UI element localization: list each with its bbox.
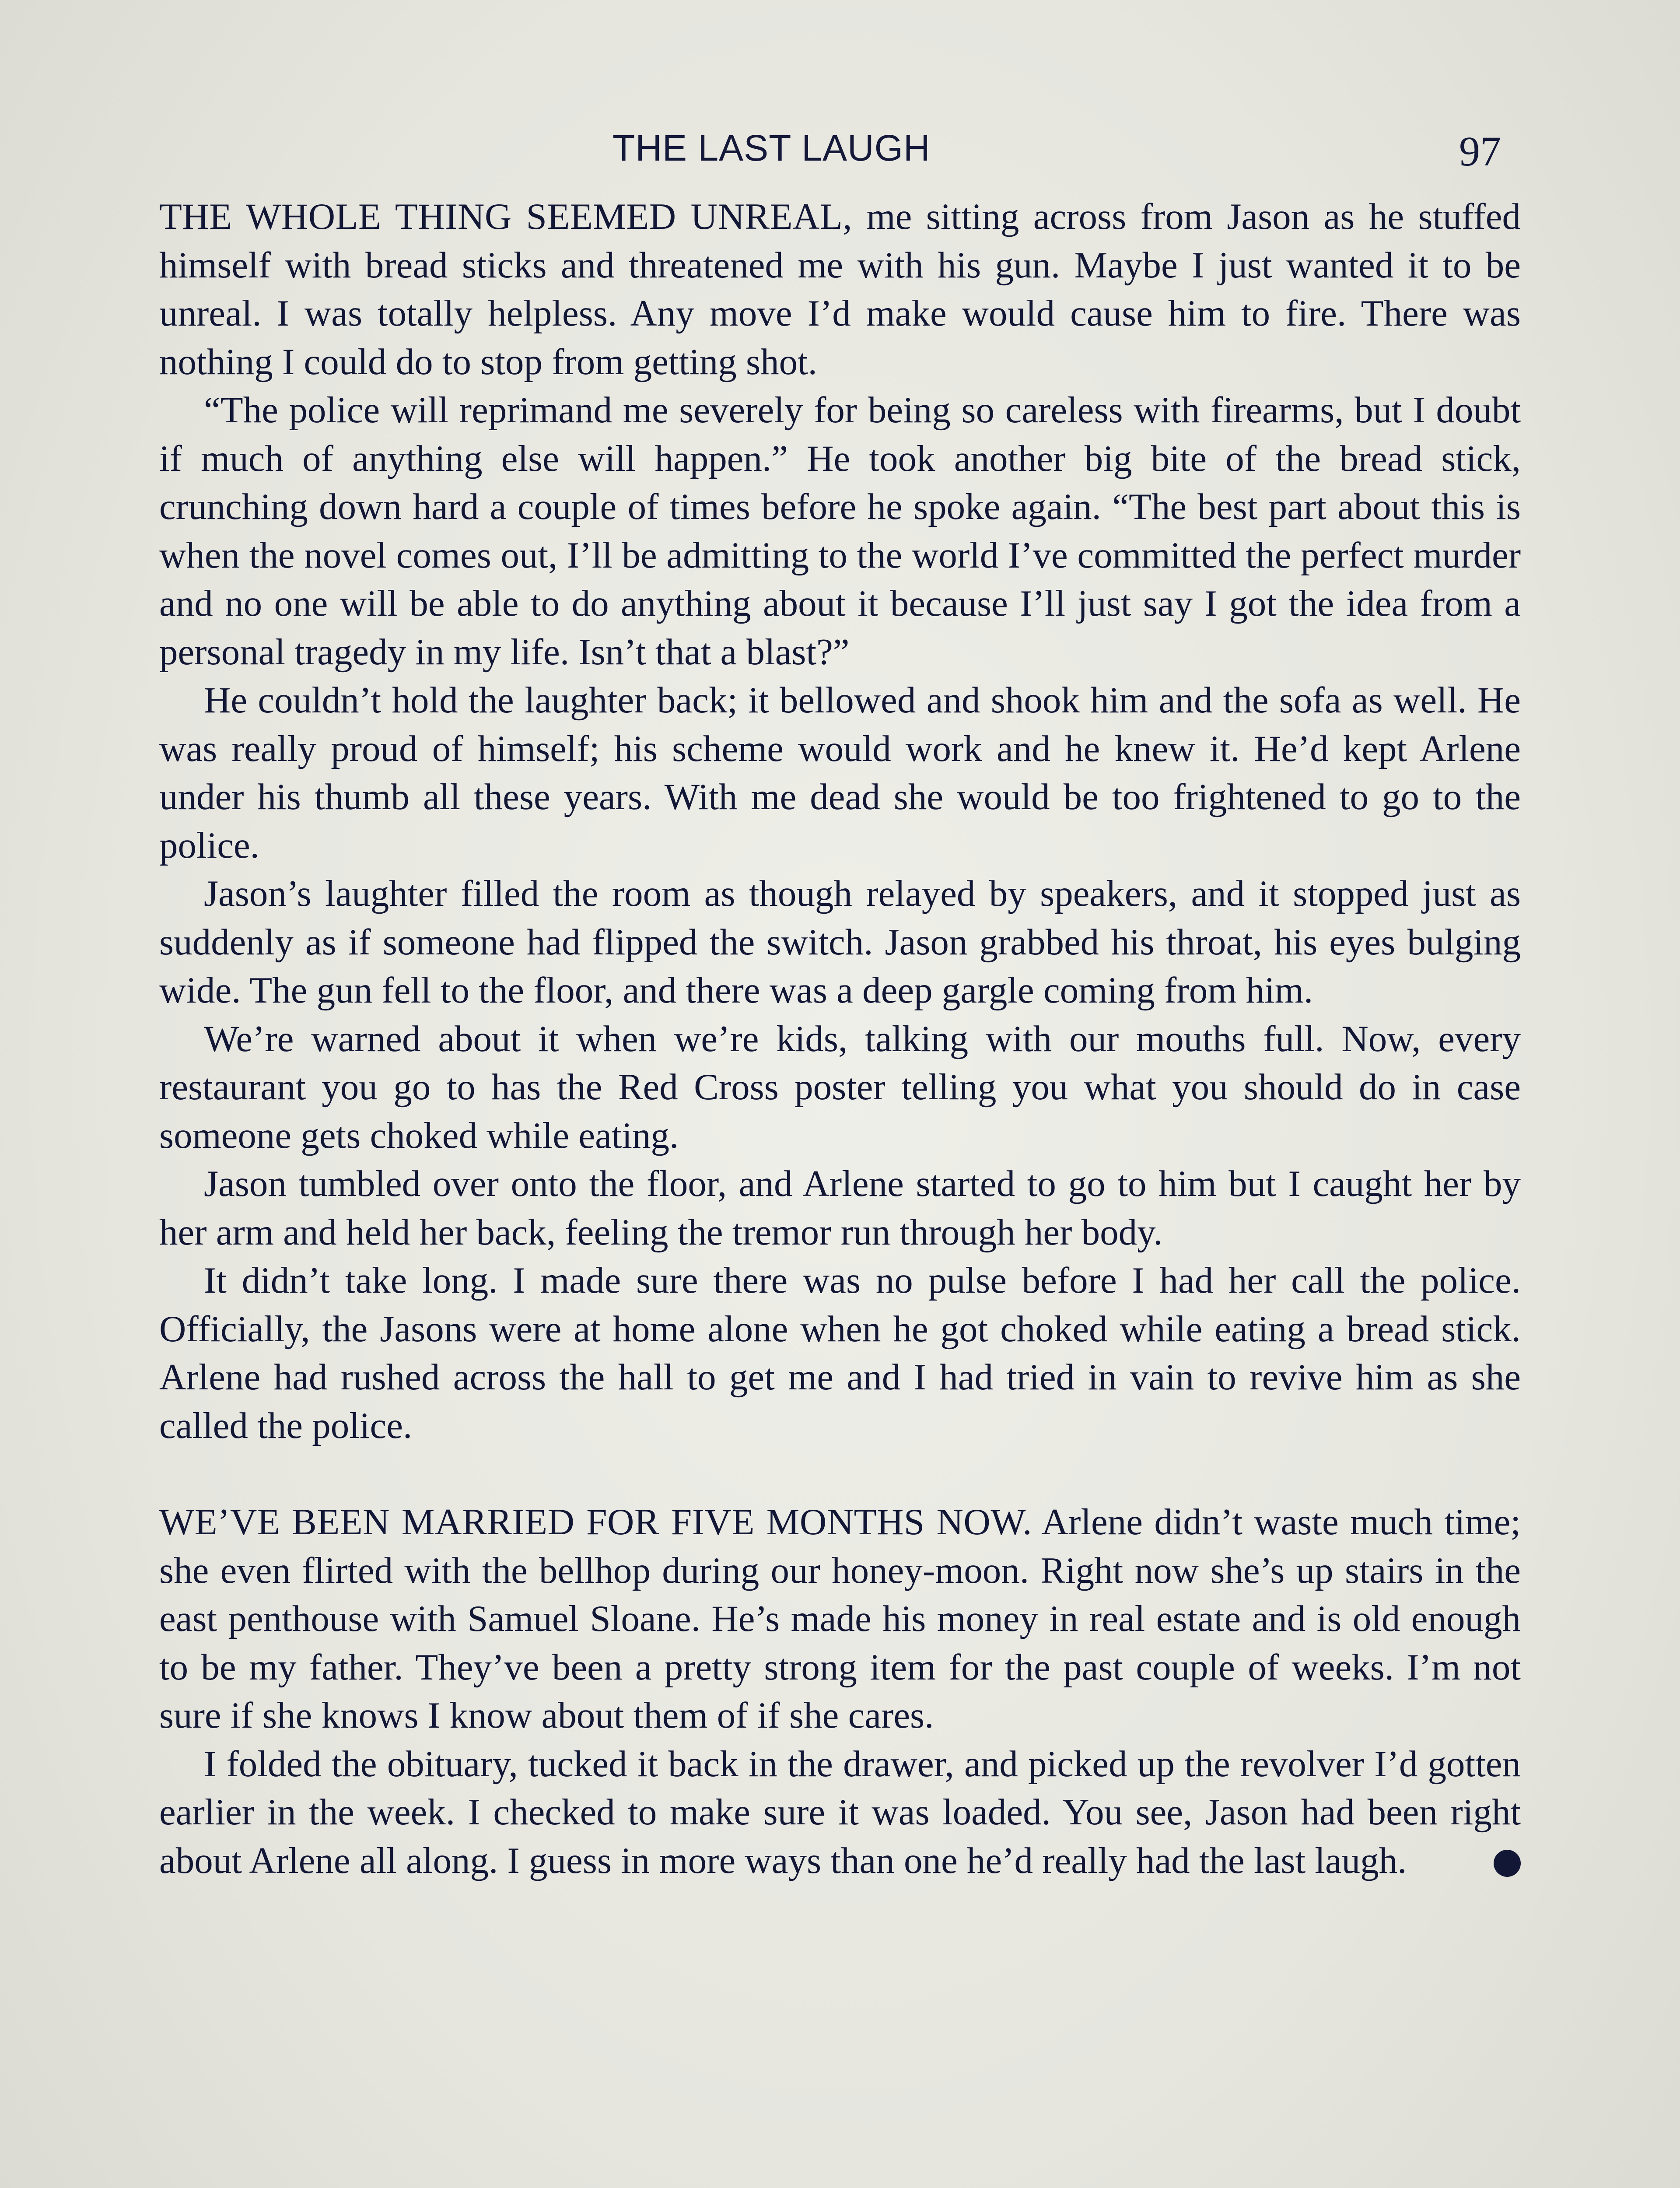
- running-title: THE LAST LAUGH: [612, 127, 931, 168]
- section-1-opening-text: me sitting across from Jason as he stuffed himself with bread sticks and threatened me with his gun. Maybe I just wanted it to be unreal. I was totally helpless. Any move I’d make would cause him to fire. There was nothing I could do to stop from getting shot.: [159, 196, 1521, 382]
- paragraph: We’re warned about it when we’re kids, talking with our mouths full. Now, every restaurant you go to has the Red Cross poster telling you what you should do in case someone gets choked while eating.: [159, 1018, 1521, 1156]
- page-header: [0, 127, 1680, 179]
- page-number: 97: [1459, 128, 1501, 175]
- section-2-opening-text: Arlene didn’t waste much time; she even flirted with the bellhop during our honey-moon. Right now she’s up stairs in the east penthouse with Samuel Sloane. He’s made his money in real estate and is old enough to be my father. They’ve been a pretty strong item for the past couple of weeks. I’m not sure if she knows I know about them of if she cares.: [159, 1501, 1521, 1736]
- paragraph: It didn’t take long. I made sure there was no pulse before I had her call the police. Officially, the Jasons were at home alone when he got choked while eating a bread stick. Arlene had rushed across the hall to get me and I had tried in vain to revive him as she called the police.: [159, 1260, 1521, 1446]
- story-text: [159, 193, 1521, 1885]
- section-break: [159, 1450, 1521, 1498]
- end-of-story-bullet-icon: [1494, 1850, 1521, 1877]
- paragraph: Jason tumbled over onto the floor, and Arlene started to go to him but I caught her by her arm and held her back, feeling the tremor run through her body.: [159, 1163, 1521, 1253]
- section-2-opening-paragraph: [159, 1498, 1521, 1740]
- section-1-opening-paragraph: [159, 193, 1521, 386]
- section-1-lead-in: THE WHOLE THING SEEMED UNREAL,: [159, 196, 853, 237]
- paragraph: He couldn’t hold the laughter back; it bellowed and shook him and the sofa as well. He was really proud of himself; his scheme would work and he knew it. He’d kept Arlene under his thumb all these years. With me dead she would be too frightened to go to the police.: [159, 680, 1521, 866]
- section-2-lead-in: WE’VE BEEN MARRIED FOR FIVE MONTHS NOW.: [159, 1501, 1032, 1543]
- final-paragraph-text: I folded the obituary, tucked it back in the drawer, and picked up the revolver I’d gotten earlier in the week. I checked to make sure it was loaded. You see, Jason had been right about Arlene all along. I guess in more ways than one he’d really had the last laugh.: [159, 1743, 1521, 1881]
- final-paragraph: [159, 1740, 1521, 1885]
- paragraph: “The police will reprimand me severely for being so careless with firearms, but I doubt if much of anything else will happen.” He took another big bite of the bread stick, crunching down hard a couple of times before he spoke again. “The best part about this is when the novel comes out, I’ll be admitting to the world I’ve committed the perfect murder and no one will be able to do anything about it because I’ll just say I got the idea from a personal tragedy in my life. Isn’t that a blast?”: [159, 389, 1521, 673]
- paragraph: Jason’s laughter filled the room as though relayed by speakers, and it stopped just as suddenly as if someone had flipped the switch. Jason grabbed his throat, his eyes bulging wide. The gun fell to the floor, and there was a deep gargle coming from him.: [159, 873, 1521, 1011]
